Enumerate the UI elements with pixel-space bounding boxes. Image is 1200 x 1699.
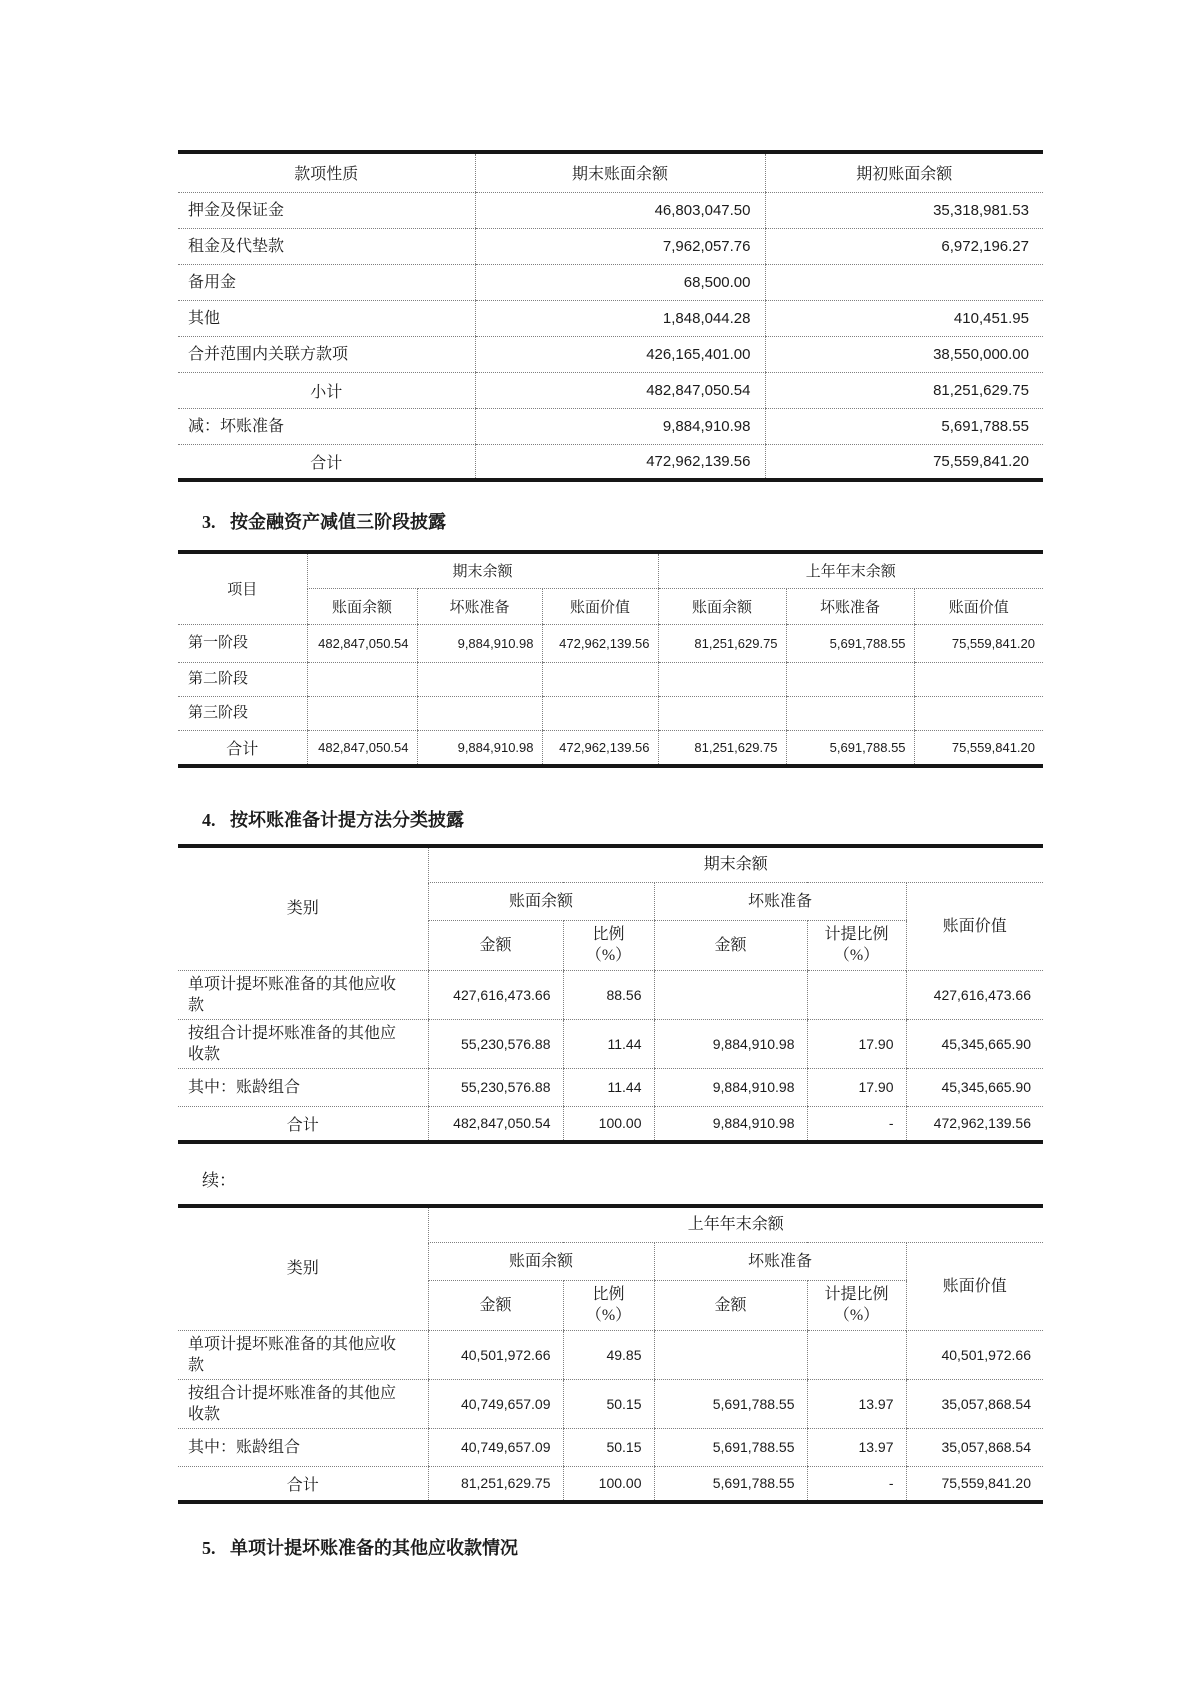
- row-label: 其中：账龄组合: [178, 1068, 428, 1106]
- amount-value: 427,616,473.66: [428, 970, 563, 1019]
- column-header-book-balance: 账面余额: [307, 588, 417, 624]
- bad-debt-amount-value: 9,884,910.98: [654, 1106, 807, 1142]
- column-header-ending-balance: 期末账面余额: [475, 152, 765, 192]
- payment-nature-table: [178, 150, 1043, 482]
- section-heading-5: [178, 1536, 1043, 1560]
- amount-value: 40,749,657.09: [428, 1428, 563, 1466]
- row-label: 租金及代垫款: [178, 228, 475, 264]
- cell-value: 482,847,050.54: [307, 730, 417, 766]
- ratio-value: 88.56: [563, 970, 654, 1019]
- provision-ratio-value: [807, 1330, 906, 1379]
- cell-value: 81,251,629.75: [658, 730, 786, 766]
- row-label: 按组合计提坏账准备的其他应收款: [178, 1019, 428, 1068]
- amount-value: 482,847,050.54: [428, 1106, 563, 1142]
- column-header-amount: 金额: [428, 920, 563, 970]
- table-row: [178, 264, 1043, 300]
- ratio-value: 11.44: [563, 1019, 654, 1068]
- cell-value: [542, 662, 658, 696]
- beginning-balance-value: 35,318,981.53: [765, 192, 1043, 228]
- cell-value: 9,884,910.98: [417, 624, 542, 662]
- bad-debt-amount-value: 5,691,788.55: [654, 1466, 807, 1502]
- column-header-class: 类别: [178, 1206, 428, 1330]
- amount-value: 55,230,576.88: [428, 1019, 563, 1068]
- row-label: 备用金: [178, 264, 475, 300]
- amount-value: 55,230,576.88: [428, 1068, 563, 1106]
- table-row: [178, 1330, 1043, 1379]
- column-header-nature: 款项性质: [178, 152, 475, 192]
- ratio-header-line2: （%）: [585, 947, 632, 964]
- row-label: 合计: [178, 730, 307, 766]
- cell-value: [914, 662, 1043, 696]
- column-header-bad-debt: 坏账准备: [417, 588, 542, 624]
- ratio-value: 100.00: [563, 1106, 654, 1142]
- ratio-header-line2: （%）: [585, 1307, 632, 1324]
- column-header-beginning-balance: 期初账面余额: [765, 152, 1043, 192]
- bad-debt-amount-value: 5,691,788.55: [654, 1379, 807, 1428]
- column-header-ratio: [563, 1280, 654, 1330]
- row-label: 按组合计提坏账准备的其他应收款: [178, 1379, 428, 1428]
- book-value: 40,501,972.66: [906, 1330, 1043, 1379]
- beginning-balance-value: 38,550,000.00: [765, 336, 1043, 372]
- book-value: 75,559,841.20: [906, 1466, 1043, 1502]
- ending-balance-value: 46,803,047.50: [475, 192, 765, 228]
- book-value: 472,962,139.56: [906, 1106, 1043, 1142]
- ratio-value: 50.15: [563, 1428, 654, 1466]
- group-header-period: 期末余额: [428, 846, 1043, 882]
- amount-value: 40,501,972.66: [428, 1330, 563, 1379]
- ratio-value: 100.00: [563, 1466, 654, 1502]
- amount-value: 81,251,629.75: [428, 1466, 563, 1502]
- provision-ratio-value: [807, 970, 906, 1019]
- section-title: 单项计提坏账准备的其他应收款情况: [230, 1538, 518, 1558]
- beginning-balance-value: 75,559,841.20: [765, 444, 1043, 480]
- ending-balance-value: 472,962,139.56: [475, 444, 765, 480]
- group-header-period: 上年年末余额: [428, 1206, 1043, 1242]
- beginning-balance-value: 5,691,788.55: [765, 408, 1043, 444]
- ending-balance-value: 68,500.00: [475, 264, 765, 300]
- book-value: 45,345,665.90: [906, 1019, 1043, 1068]
- row-label: 合计: [178, 1466, 428, 1502]
- row-label: 其中：账龄组合: [178, 1428, 428, 1466]
- row-label: 押金及保证金: [178, 192, 475, 228]
- cell-value: [914, 696, 1043, 730]
- row-label: 合并范围内关联方款项: [178, 336, 475, 372]
- provision-ratio-value: 13.97: [807, 1379, 906, 1428]
- section-title: 按金融资产减值三阶段披露: [230, 512, 446, 532]
- provision-ratio-header-line1: 计提比例: [824, 1286, 889, 1303]
- row-label: 单项计提坏账准备的其他应收款: [178, 1330, 428, 1379]
- column-header-provision-ratio: [807, 920, 906, 970]
- beginning-balance-value: 6,972,196.27: [765, 228, 1043, 264]
- table-row: [178, 1019, 1043, 1068]
- table-row: [178, 228, 1043, 264]
- section-heading-3: [178, 510, 1043, 534]
- total-row: [178, 1466, 1043, 1502]
- row-label: 第二阶段: [178, 662, 307, 696]
- table-subheader-row: [178, 588, 1043, 624]
- amount-value: 40,749,657.09: [428, 1379, 563, 1428]
- table-row: [178, 408, 1043, 444]
- bad-debt-amount-value: 9,884,910.98: [654, 1068, 807, 1106]
- cell-value: [417, 662, 542, 696]
- table-row: [178, 300, 1043, 336]
- bad-debt-amount-value: [654, 970, 807, 1019]
- cell-value: [542, 696, 658, 730]
- ratio-value: 50.15: [563, 1379, 654, 1428]
- section-heading-4: [178, 808, 1043, 832]
- ending-balance-value: 1,848,044.28: [475, 300, 765, 336]
- provision-ratio-value: 17.90: [807, 1019, 906, 1068]
- column-header-book-value: 账面价值: [906, 882, 1043, 970]
- column-header-class: 类别: [178, 846, 428, 970]
- ending-balance-value: 482,847,050.54: [475, 372, 765, 408]
- column-header-bad-debt: 坏账准备: [786, 588, 914, 624]
- table-row: [178, 192, 1043, 228]
- section-number: 3.: [202, 512, 216, 532]
- total-row: [178, 1106, 1043, 1142]
- cell-value: [658, 662, 786, 696]
- section-number: 5.: [202, 1538, 216, 1558]
- cell-value: 9,884,910.98: [417, 730, 542, 766]
- table-row: [178, 624, 1043, 662]
- cell-value: 472,962,139.56: [542, 624, 658, 662]
- column-header-amount: 金额: [654, 1280, 807, 1330]
- table-row: [178, 1379, 1043, 1428]
- continued-label: 续：: [202, 1171, 236, 1190]
- book-value: 427,616,473.66: [906, 970, 1043, 1019]
- beginning-balance-value: 410,451.95: [765, 300, 1043, 336]
- column-header-amount: 金额: [654, 920, 807, 970]
- column-header-bad-debt: 坏账准备: [654, 882, 906, 920]
- table-row: [178, 1068, 1043, 1106]
- provision-ratio-header-line1: 计提比例: [824, 926, 889, 943]
- provision-method-prior-table: [178, 1204, 1043, 1504]
- ending-balance-value: 7,962,057.76: [475, 228, 765, 264]
- ratio-value: 49.85: [563, 1330, 654, 1379]
- table-row: [178, 970, 1043, 1019]
- provision-ratio-value: -: [807, 1106, 906, 1142]
- row-label: 合计: [178, 444, 475, 480]
- column-header-book-balance: 账面余额: [658, 588, 786, 624]
- group-header-prior: 上年年末余额: [658, 552, 1043, 588]
- beginning-balance-value: 81,251,629.75: [765, 372, 1043, 408]
- table-header-row: [178, 152, 1043, 192]
- cell-value: [658, 696, 786, 730]
- cell-value: 5,691,788.55: [786, 624, 914, 662]
- cell-value: 472,962,139.56: [542, 730, 658, 766]
- table-header-row: [178, 1206, 1043, 1242]
- bad-debt-amount-value: 5,691,788.55: [654, 1428, 807, 1466]
- book-value: 35,057,868.54: [906, 1379, 1043, 1428]
- section-title: 按坏账准备计提方法分类披露: [230, 810, 464, 830]
- row-label: 小计: [178, 372, 475, 408]
- column-header-book-value: 账面价值: [914, 588, 1043, 624]
- bad-debt-amount-value: 9,884,910.98: [654, 1019, 807, 1068]
- total-row: [178, 730, 1043, 766]
- section-number: 4.: [202, 810, 216, 830]
- provision-ratio-value: 13.97: [807, 1428, 906, 1466]
- provision-ratio-value: -: [807, 1466, 906, 1502]
- cell-value: [786, 662, 914, 696]
- cell-value: 5,691,788.55: [786, 730, 914, 766]
- book-value: 45,345,665.90: [906, 1068, 1043, 1106]
- subtotal-row: [178, 372, 1043, 408]
- bad-debt-amount-value: [654, 1330, 807, 1379]
- table-header-row: [178, 552, 1043, 588]
- cell-value: 75,559,841.20: [914, 730, 1043, 766]
- column-header-provision-ratio: [807, 1280, 906, 1330]
- row-label: 减：坏账准备: [178, 408, 475, 444]
- provision-ratio-value: 17.90: [807, 1068, 906, 1106]
- cell-value: 482,847,050.54: [307, 624, 417, 662]
- ratio-value: 11.44: [563, 1068, 654, 1106]
- column-header-book-balance: 账面余额: [428, 1242, 654, 1280]
- column-header-bad-debt: 坏账准备: [654, 1242, 906, 1280]
- cell-value: 81,251,629.75: [658, 624, 786, 662]
- provision-ratio-header-line2: （%）: [833, 1307, 880, 1324]
- ratio-header-line1: 比例: [592, 1286, 625, 1303]
- cell-value: [307, 696, 417, 730]
- row-label: 第三阶段: [178, 696, 307, 730]
- ending-balance-value: 9,884,910.98: [475, 408, 765, 444]
- table-row: [178, 696, 1043, 730]
- column-header-book-value: 账面价值: [906, 1242, 1043, 1330]
- cell-value: 75,559,841.20: [914, 624, 1043, 662]
- column-header-book-value: 账面价值: [542, 588, 658, 624]
- document-page: [178, 0, 1043, 1560]
- column-header-book-balance: 账面余额: [428, 882, 654, 920]
- cell-value: [307, 662, 417, 696]
- provision-method-ending-table: [178, 844, 1043, 1144]
- table-row: [178, 662, 1043, 696]
- row-label: 合计: [178, 1106, 428, 1142]
- beginning-balance-value: [765, 264, 1043, 300]
- book-value: 35,057,868.54: [906, 1428, 1043, 1466]
- column-header-ratio: [563, 920, 654, 970]
- ending-balance-value: 426,165,401.00: [475, 336, 765, 372]
- group-header-ending: 期末余额: [307, 552, 658, 588]
- table-row: [178, 336, 1043, 372]
- row-label: 第一阶段: [178, 624, 307, 662]
- impairment-stage-table: [178, 550, 1043, 768]
- column-header-amount: 金额: [428, 1280, 563, 1330]
- cell-value: [786, 696, 914, 730]
- row-label: 单项计提坏账准备的其他应收款: [178, 970, 428, 1019]
- total-row: [178, 444, 1043, 480]
- table-header-row: [178, 846, 1043, 882]
- provision-ratio-header-line2: （%）: [833, 947, 880, 964]
- ratio-header-line1: 比例: [592, 926, 625, 943]
- cell-value: [417, 696, 542, 730]
- row-label: 其他: [178, 300, 475, 336]
- table-row: [178, 1428, 1043, 1466]
- column-header-item: 项目: [178, 552, 307, 624]
